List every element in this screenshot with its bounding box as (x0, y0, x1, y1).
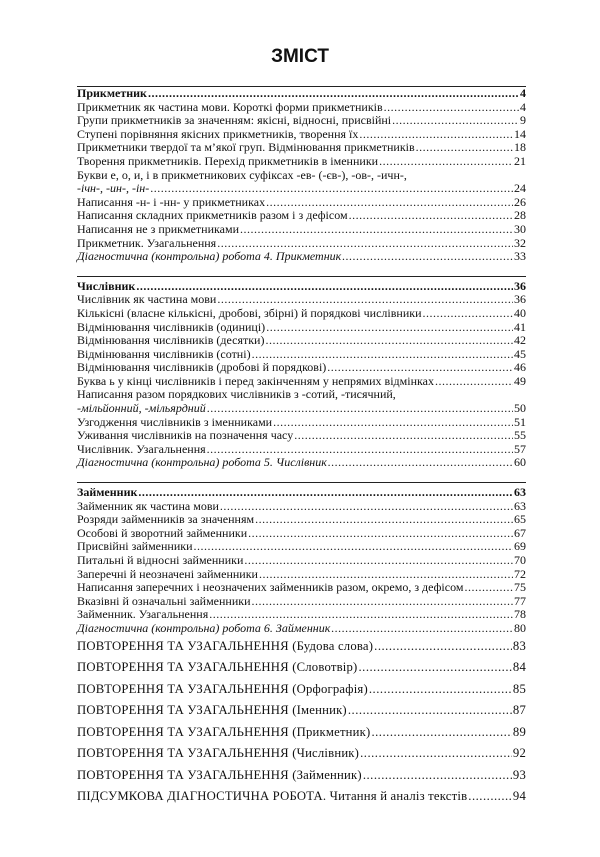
toc-entry-title: Творення прикметників. Перехід прикметників в іменники (77, 153, 379, 168)
leader-dots (342, 250, 513, 264)
toc-entry-title: Узгодження числівників з іменниками (77, 414, 273, 429)
leader-dots (252, 348, 513, 362)
toc-entry[interactable] (77, 608, 526, 622)
toc-page-number: 14 (514, 126, 526, 141)
toc-review-entry[interactable] (77, 722, 526, 744)
leader-dots (468, 786, 512, 808)
toc-review-entry[interactable] (77, 700, 526, 722)
leader-dots (265, 334, 513, 348)
toc-entry-title: ПІДСУМКОВА ДІАГНОСТИЧНА РОБОТА. Читання й аналіз текстів (77, 789, 468, 804)
toc-entry[interactable] (77, 223, 526, 237)
leader-dots (217, 237, 513, 251)
toc-entry-title: Кількісні (власне кількісні, дробові, збірні) й порядкові числівники (77, 305, 422, 320)
toc-page-number: 36 (514, 278, 526, 293)
page-title: ЗМІСТ (271, 46, 329, 67)
toc-entry-title: Діагностична (контрольна) робота 6. Займенник (77, 620, 331, 635)
toc-page-number: 36 (514, 292, 526, 307)
leader-dots (360, 743, 512, 765)
toc-entry[interactable] (77, 348, 526, 362)
leader-dots (363, 765, 512, 787)
toc-entry[interactable] (77, 361, 526, 375)
toc-entry[interactable] (77, 114, 526, 128)
toc-entry-title: Написання не з прикметниками (77, 221, 239, 236)
section-divider (77, 264, 526, 277)
toc-entry-title: Розряди займенників за значенням (77, 512, 255, 527)
toc-page-number: 45 (514, 346, 526, 361)
toc-section-heading[interactable] (77, 486, 526, 500)
leader-dots (392, 114, 519, 128)
toc-review-entry[interactable] (77, 636, 526, 658)
toc-entry-title: ПОВТОРЕННЯ ТА УЗАГАЛЬНЕННЯ (Іменник) (77, 703, 347, 718)
toc-entry[interactable] (77, 595, 526, 609)
toc-page-number: 46 (514, 360, 526, 375)
toc-entry[interactable] (77, 293, 526, 307)
toc-entry-title: Відмінювання числівників (дробові й порядкові) (77, 360, 327, 375)
leader-dots (248, 527, 513, 541)
leader-dots (244, 554, 513, 568)
toc-page-number: 42 (514, 333, 526, 348)
toc-entry-title-line2: -ічн-, -ин-, -ін- (77, 181, 150, 196)
table-of-contents (77, 86, 526, 808)
leader-dots (273, 416, 513, 430)
leader-dots (349, 209, 513, 223)
toc-entry[interactable] (77, 500, 526, 514)
toc-entry-title: Займенник (77, 485, 138, 500)
toc-page-number: 21 (514, 153, 526, 168)
toc-entry-title: Буква ь у кінці числівників і перед закінченням у непрямих відмінках (77, 373, 434, 388)
toc-entry-multiline[interactable] (77, 388, 526, 415)
toc-entry[interactable] (77, 540, 526, 554)
leader-dots (252, 595, 513, 609)
toc-entry[interactable] (77, 443, 526, 457)
toc-page-number: 63 (514, 498, 526, 513)
toc-page-number: 18 (514, 140, 526, 155)
toc-section-heading[interactable] (77, 280, 526, 294)
toc-entry[interactable] (77, 321, 526, 335)
leader-dots (136, 280, 513, 294)
leader-dots (331, 622, 513, 636)
toc-page-number: 41 (514, 319, 526, 334)
toc-entry[interactable] (77, 128, 526, 142)
toc-page-number: 69 (514, 539, 526, 554)
leader-dots (374, 636, 512, 658)
toc-entry-title: Написання складних прикметників разом і з дефісом (77, 208, 348, 223)
toc-entry[interactable] (77, 101, 526, 115)
toc-page-number: 89 (512, 724, 526, 739)
toc-entry-diagnostic[interactable] (77, 250, 526, 264)
toc-page-number: 33 (514, 249, 526, 264)
section-divider (77, 470, 526, 483)
toc-entry[interactable] (77, 568, 526, 582)
toc-entry-title: ПОВТОРЕННЯ ТА УЗАГАЛЬНЕННЯ (Займенник) (77, 767, 362, 782)
leader-dots (207, 402, 513, 416)
leader-dots (209, 608, 513, 622)
toc-page-number: 51 (514, 414, 526, 429)
toc-entry[interactable] (77, 527, 526, 541)
toc-entry[interactable] (77, 141, 526, 155)
toc-entry-title: Займенник. Узагальнення (77, 607, 209, 622)
leader-dots (359, 128, 513, 142)
toc-entry-title: Займенник як частина мови (77, 498, 219, 513)
toc-page-number: 32 (514, 235, 526, 250)
toc-entry[interactable] (77, 237, 526, 251)
leader-dots (371, 722, 511, 744)
toc-entry-title: Ступені порівняння якісних прикметників, творення їх (77, 126, 359, 141)
leader-dots (220, 500, 513, 514)
toc-review-entry[interactable] (77, 786, 526, 808)
toc-page-number: 67 (514, 525, 526, 540)
toc-page-number: 63 (514, 485, 526, 500)
toc-page-number: 83 (512, 638, 526, 653)
toc-entry-title-line1: Написання разом порядкових числівників з -сотий, -тисячний, (77, 387, 396, 402)
toc-entry[interactable] (77, 429, 526, 443)
toc-page-number: 28 (514, 208, 526, 223)
toc-page-number: 78 (514, 607, 526, 622)
leader-dots (327, 361, 513, 375)
toc-review-entry[interactable] (77, 743, 526, 765)
leader-dots (266, 196, 513, 210)
toc-entry-title: Прикметник як частина мови. Короткі форми прикметників (77, 99, 383, 114)
toc-entry[interactable] (77, 581, 526, 595)
toc-entry-title: Присвійні займенники (77, 539, 193, 554)
toc-entry-title-line1: Букви е, о, и, і в прикметникових суфіксах -ев- (-єв-), -ов-, -ичн-, (77, 167, 407, 182)
toc-section-heading[interactable] (77, 87, 526, 101)
toc-page-number: 84 (512, 660, 526, 675)
leader-dots (138, 486, 513, 500)
toc-entry-title: Написання -н- і -нн- у прикметниках (77, 194, 266, 209)
toc-entry[interactable] (77, 375, 526, 389)
toc-entry-title: Діагностична (контрольна) робота 4. Прикметник (77, 249, 342, 264)
toc-page-number: 72 (514, 566, 526, 581)
toc-entry[interactable] (77, 196, 526, 210)
toc-entry-title: Числівник (77, 278, 136, 293)
toc-page-number: 92 (512, 746, 526, 761)
toc-entry-title: Питальні й відносні займенники (77, 553, 244, 567)
toc-page-number: 4 (520, 86, 526, 100)
leader-dots (416, 141, 513, 155)
toc-entry-title: Числівник як частина мови (77, 292, 217, 307)
leader-dots (379, 155, 513, 169)
toc-entry-title: Особові й зворотний займенники (77, 525, 248, 540)
leader-dots (348, 700, 512, 722)
toc-entry-title: ПОВТОРЕННЯ ТА УЗАГАЛЬНЕННЯ (Будова слова) (77, 638, 374, 653)
toc-page-number: 26 (514, 194, 526, 209)
toc-page-number: 60 (514, 455, 526, 470)
leader-dots (435, 375, 513, 389)
toc-page-number: 49 (514, 373, 526, 388)
toc-entry-title: ПОВТОРЕННЯ ТА УЗАГАЛЬНЕННЯ (Орфографія) (77, 681, 368, 696)
toc-entry[interactable] (77, 554, 526, 568)
toc-page-number: 57 (514, 441, 526, 456)
leader-dots (255, 513, 513, 527)
toc-entry[interactable] (77, 416, 526, 430)
toc-entry-title: Уживання числівників на позначення часу (77, 428, 294, 443)
leader-dots (358, 657, 511, 679)
toc-entry-title: Написання заперечних і неозначених займенників разом, окремо, з дефісом (77, 580, 464, 595)
toc-page-number: 75 (514, 580, 526, 595)
toc-entry[interactable] (77, 209, 526, 223)
toc-page-number: 80 (514, 620, 526, 635)
toc-entry-title: Відмінювання числівників (десятки) (77, 333, 265, 348)
leader-dots (328, 456, 513, 470)
toc-entry-title: Діагностична (контрольна) робота 5. Числівник (77, 455, 327, 470)
toc-entry[interactable] (77, 334, 526, 348)
leader-dots (150, 182, 513, 196)
toc-page-number: 87 (512, 703, 526, 718)
toc-entry-title: Прикметники твердої та м’якої груп. Відмінювання прикметників (77, 140, 415, 155)
toc-entry-title: Відмінювання числівників (одиниці) (77, 319, 266, 334)
leader-dots (423, 307, 513, 321)
toc-page-number: 24 (514, 181, 526, 196)
toc-page-number: 77 (514, 593, 526, 608)
toc-page-number: 85 (512, 681, 526, 696)
toc-entry-diagnostic[interactable] (77, 456, 526, 470)
leader-dots (294, 429, 513, 443)
toc-entry[interactable] (77, 155, 526, 169)
toc-entry-title: Групи прикметників за значенням: якісні, відносні, присвійні (77, 113, 392, 128)
leader-dots (240, 223, 513, 237)
toc-entry-title: Відмінювання числівників (сотні) (77, 346, 251, 361)
toc-entry-title: Прикметник (77, 86, 147, 100)
toc-review-entry[interactable] (77, 679, 526, 701)
toc-page-number: 55 (514, 428, 526, 443)
toc-page-number: 4 (520, 99, 526, 114)
toc-entry[interactable] (77, 513, 526, 527)
leader-dots (148, 87, 519, 101)
toc-entry-title: Вказівні й означальні займенники (77, 593, 251, 608)
toc-page-number: 94 (512, 789, 526, 804)
leader-dots (266, 321, 513, 335)
toc-entry-diagnostic[interactable] (77, 622, 526, 636)
leader-dots (194, 540, 513, 554)
leader-dots (217, 293, 513, 307)
leader-dots (207, 443, 513, 457)
toc-entry-title: ПОВТОРЕННЯ ТА УЗАГАЛЬНЕННЯ (Числівник) (77, 746, 360, 761)
toc-page-number: 93 (512, 767, 526, 782)
toc-entry-multiline[interactable] (77, 169, 526, 196)
leader-dots (464, 581, 513, 595)
toc-entry-title-line2: -мільйонний, -мільярдний (77, 401, 206, 416)
leader-dots (369, 679, 512, 701)
toc-entry-title: ПОВТОРЕННЯ ТА УЗАГАЛЬНЕННЯ (Словотвір) (77, 660, 358, 675)
leader-dots (384, 101, 519, 115)
toc-page-number: 40 (514, 305, 526, 320)
toc-page-number: 65 (514, 512, 526, 527)
leader-dots (259, 568, 513, 582)
toc-page-number: 50 (514, 401, 526, 416)
toc-page-number: 70 (514, 553, 526, 567)
toc-page-number: 30 (514, 221, 526, 236)
toc-page-number: 9 (520, 113, 526, 128)
toc-review-entry[interactable] (77, 657, 526, 679)
toc-entry-title: Числівник. Узагальнення (77, 441, 206, 456)
toc-entry-title: Заперечні й неозначені займенники (77, 566, 258, 581)
toc-entry-title: Прикметник. Узагальнення (77, 235, 217, 250)
toc-entry[interactable] (77, 307, 526, 321)
toc-review-entry[interactable] (77, 765, 526, 787)
toc-entry-title: ПОВТОРЕННЯ ТА УЗАГАЛЬНЕННЯ (Прикметник) (77, 724, 371, 739)
